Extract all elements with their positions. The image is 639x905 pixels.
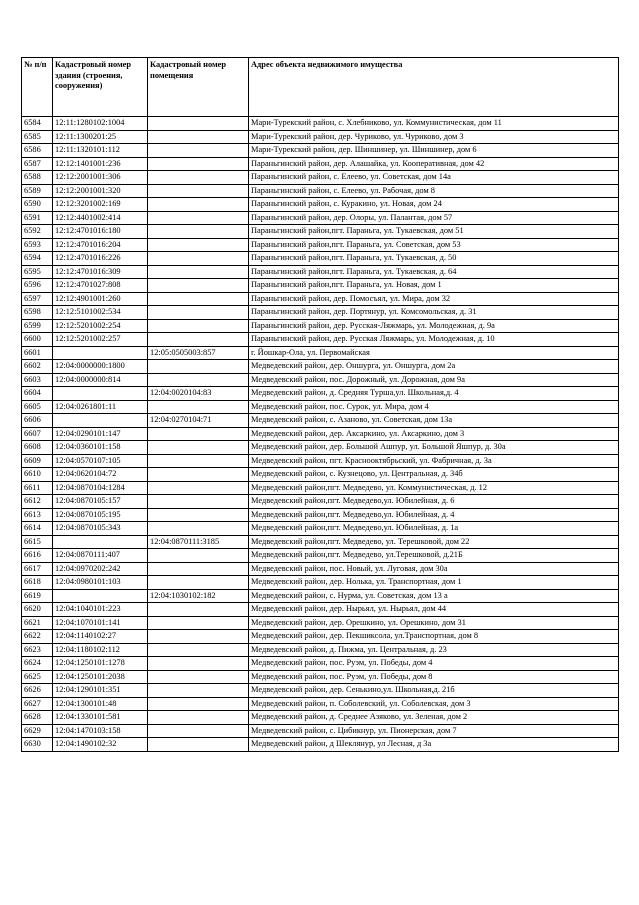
- building-cadastral-number: 12:12:1401001:236: [53, 157, 148, 171]
- row-number: 6594: [22, 252, 53, 266]
- property-address: Параньгинский район,пгт. Параньга, ул. Тукаевская, д. 50: [249, 252, 619, 266]
- building-cadastral-number: 12:04:0620104:72: [53, 468, 148, 482]
- row-number: 6599: [22, 319, 53, 333]
- room-cadastral-number: [148, 319, 249, 333]
- property-address: Параньгинский район, дер. Русская-Ляжмарь, ул. Молодежная, д. 9а: [249, 319, 619, 333]
- building-cadastral-number: 12:04:0570107:105: [53, 454, 148, 468]
- property-address: Медведевский район, дер. Пекшиксола, ул.Транспортная, дом 8: [249, 630, 619, 644]
- building-cadastral-number: 12:04:1070101:141: [53, 616, 148, 630]
- property-address: Медведевский район, пос. Дорожный, ул. Дорожная, дом 9а: [249, 373, 619, 387]
- property-address: г. Йошкар-Ола, ул. Первомайская: [249, 346, 619, 360]
- building-cadastral-number: 12:04:1040101:223: [53, 603, 148, 617]
- table-row: [22, 657, 619, 671]
- building-cadastral-number: 12:11:1300201:25: [53, 130, 148, 144]
- table-row: [22, 535, 619, 549]
- property-address: Мари-Турекский район, дер. Шиншинер, ул. Шиншинер, дом 6: [249, 144, 619, 158]
- room-cadastral-number: [148, 225, 249, 239]
- building-cadastral-number: [53, 414, 148, 428]
- room-cadastral-number: [148, 616, 249, 630]
- room-cadastral-number: [148, 333, 249, 347]
- table-row: [22, 508, 619, 522]
- building-cadastral-number: 12:04:0261801:11: [53, 400, 148, 414]
- table-row: [22, 360, 619, 374]
- row-number: 6618: [22, 576, 53, 590]
- table-row: [22, 738, 619, 752]
- table-row: [22, 495, 619, 509]
- table-row: [22, 427, 619, 441]
- property-address: Медведевский район, с. Азаново, ул. Советская, дом 13а: [249, 414, 619, 428]
- row-number: 6628: [22, 711, 53, 725]
- table-row: [22, 697, 619, 711]
- room-cadastral-number: [148, 724, 249, 738]
- building-cadastral-number: 12:04:0290101:147: [53, 427, 148, 441]
- row-number: 6596: [22, 279, 53, 293]
- property-address: Медведевский район, дер. Сенькино,ул. Школьная,д. 21б: [249, 684, 619, 698]
- header-row: [22, 58, 619, 117]
- property-address: Параньгинский район, с. Елеево, ул. Советская, дом 14а: [249, 171, 619, 185]
- room-cadastral-number: [148, 495, 249, 509]
- building-cadastral-number: 12:12:5201002:257: [53, 333, 148, 347]
- property-registry-table: [21, 57, 619, 752]
- table-row: [22, 414, 619, 428]
- property-address: Медведевский район, д. Среднее Азяково, ул. Зеленая, дом 2: [249, 711, 619, 725]
- row-number: 6585: [22, 130, 53, 144]
- building-cadastral-number: 12:04:0000000:1800: [53, 360, 148, 374]
- row-number: 6593: [22, 238, 53, 252]
- building-cadastral-number: 12:04:1330101:581: [53, 711, 148, 725]
- row-number: 6615: [22, 535, 53, 549]
- row-number: 6610: [22, 468, 53, 482]
- building-cadastral-number: 12:04:1140102:27: [53, 630, 148, 644]
- row-number: 6589: [22, 184, 53, 198]
- table-row: [22, 400, 619, 414]
- property-address: Мари-Турекский район, с. Хлебниково, ул. Коммунистическая, дом 11: [249, 117, 619, 131]
- property-address: Параньгинский район,пгт. Параньга, ул. Тукаевская, д. 64: [249, 265, 619, 279]
- property-address: Медведевский район, дер. Нолька, ул. Транспортная, дом 1: [249, 576, 619, 590]
- table-row: [22, 306, 619, 320]
- building-cadastral-number: 12:11:1280102:1004: [53, 117, 148, 131]
- building-cadastral-number: 12:04:1250101:2038: [53, 670, 148, 684]
- row-number: 6630: [22, 738, 53, 752]
- property-address: Параньгинский район, дер. Помосъял, ул. Мира, дом 32: [249, 292, 619, 306]
- table-row: [22, 265, 619, 279]
- row-number: 6629: [22, 724, 53, 738]
- building-cadastral-number: 12:12:4901001:260: [53, 292, 148, 306]
- room-cadastral-number: [148, 117, 249, 131]
- header-room-cadastral: Кадастровый номер помещения: [148, 58, 249, 117]
- table-row: [22, 630, 619, 644]
- room-cadastral-number: [148, 292, 249, 306]
- table-row: [22, 549, 619, 563]
- table-row: [22, 171, 619, 185]
- property-address: Мари-Турекский район, дер. Чуриково, ул. Чуриково, дом 3: [249, 130, 619, 144]
- table-row: [22, 576, 619, 590]
- property-address: Медведевский район, д. Средняя Турша,ул. Школьная,д. 4: [249, 387, 619, 401]
- room-cadastral-number: [148, 184, 249, 198]
- room-cadastral-number: [148, 562, 249, 576]
- building-cadastral-number: 12:12:4701016:204: [53, 238, 148, 252]
- room-cadastral-number: [148, 508, 249, 522]
- room-cadastral-number: [148, 576, 249, 590]
- building-cadastral-number: 12:12:5201002:254: [53, 319, 148, 333]
- building-cadastral-number: 12:12:4701016:226: [53, 252, 148, 266]
- property-address: Медведевский район,пгт. Медведево, ул. Терешковой, дом 22: [249, 535, 619, 549]
- row-number: 6609: [22, 454, 53, 468]
- table-row: [22, 616, 619, 630]
- room-cadastral-number: [148, 198, 249, 212]
- property-address: Медведевский район, п. Соболевский, ул. Соболевская, дом 3: [249, 697, 619, 711]
- room-cadastral-number: 12:04:1030102:182: [148, 589, 249, 603]
- table-row: [22, 387, 619, 401]
- building-cadastral-number: 12:04:1180102:112: [53, 643, 148, 657]
- row-number: 6602: [22, 360, 53, 374]
- building-cadastral-number: 12:12:2001001:306: [53, 171, 148, 185]
- row-number: 6606: [22, 414, 53, 428]
- room-cadastral-number: 12:04:0270104:71: [148, 414, 249, 428]
- property-address: Медведевский район,пгт. Медведево, ул.Терешковой, д.21Б: [249, 549, 619, 563]
- row-number: 6627: [22, 697, 53, 711]
- table-row: [22, 603, 619, 617]
- room-cadastral-number: [148, 711, 249, 725]
- row-number: 6587: [22, 157, 53, 171]
- table-row: [22, 684, 619, 698]
- property-address: Медведевский район, дер. Нырьял, ул. Нырьял, дом 44: [249, 603, 619, 617]
- row-number: 6586: [22, 144, 53, 158]
- row-number: 6616: [22, 549, 53, 563]
- room-cadastral-number: [148, 373, 249, 387]
- room-cadastral-number: [148, 252, 249, 266]
- row-number: 6624: [22, 657, 53, 671]
- building-cadastral-number: 12:04:0870111:407: [53, 549, 148, 563]
- row-number: 6598: [22, 306, 53, 320]
- building-cadastral-number: 12:04:1290101:351: [53, 684, 148, 698]
- table-body: [22, 117, 619, 752]
- property-address: Медведевский район,пгт. Медведево, ул. Коммунистическая, д. 12: [249, 481, 619, 495]
- room-cadastral-number: [148, 144, 249, 158]
- table-row: [22, 481, 619, 495]
- property-address: Параньгинский район, с. Елеево, ул. Рабочая, дом 8: [249, 184, 619, 198]
- table-row: [22, 184, 619, 198]
- room-cadastral-number: [148, 427, 249, 441]
- table-row: [22, 225, 619, 239]
- building-cadastral-number: 12:12:2001001:320: [53, 184, 148, 198]
- table-row: [22, 468, 619, 482]
- room-cadastral-number: [148, 603, 249, 617]
- room-cadastral-number: [148, 454, 249, 468]
- room-cadastral-number: [148, 360, 249, 374]
- row-number: 6592: [22, 225, 53, 239]
- building-cadastral-number: 12:12:3201002:169: [53, 198, 148, 212]
- room-cadastral-number: [148, 697, 249, 711]
- room-cadastral-number: [148, 400, 249, 414]
- room-cadastral-number: [148, 738, 249, 752]
- room-cadastral-number: [148, 670, 249, 684]
- building-cadastral-number: [53, 387, 148, 401]
- row-number: 6623: [22, 643, 53, 657]
- property-address: Параньгинский район, дер. Русская Ляжмарь, ул. Молодежная, д. 10: [249, 333, 619, 347]
- row-number: 6597: [22, 292, 53, 306]
- building-cadastral-number: 12:11:1320101:112: [53, 144, 148, 158]
- room-cadastral-number: [148, 306, 249, 320]
- table-row: [22, 589, 619, 603]
- building-cadastral-number: 12:04:1490102:32: [53, 738, 148, 752]
- building-cadastral-number: 12:12:4701016:180: [53, 225, 148, 239]
- room-cadastral-number: [148, 157, 249, 171]
- table-row: [22, 441, 619, 455]
- property-address: Параньгинский район, дер. Портянур, ул. Комсомольская, д. 31: [249, 306, 619, 320]
- room-cadastral-number: 12:04:0870111:3185: [148, 535, 249, 549]
- row-number: 6621: [22, 616, 53, 630]
- row-number: 6595: [22, 265, 53, 279]
- room-cadastral-number: [148, 684, 249, 698]
- building-cadastral-number: 12:04:0970202:242: [53, 562, 148, 576]
- row-number: 6590: [22, 198, 53, 212]
- table-row: [22, 711, 619, 725]
- table-row: [22, 319, 619, 333]
- property-address: Медведевский район, с. Кузнецово, ул. Центральная, д. 34б: [249, 468, 619, 482]
- room-cadastral-number: [148, 130, 249, 144]
- property-address: Медведевский район, пос. Руэм, ул. Победы, дом 8: [249, 670, 619, 684]
- row-number: 6608: [22, 441, 53, 455]
- table-row: [22, 346, 619, 360]
- building-cadastral-number: 12:04:0360101:158: [53, 441, 148, 455]
- room-cadastral-number: [148, 549, 249, 563]
- building-cadastral-number: 12:04:0980101:103: [53, 576, 148, 590]
- property-address: Параньгинский район, дер. Алашайка, ул. Кооперативная, дом 42: [249, 157, 619, 171]
- property-address: Медведевский район, с. Цибикнур, ул. Пионерская, дом 7: [249, 724, 619, 738]
- table-row: [22, 522, 619, 536]
- property-address: Медведевский район, дер. Большой Ашпур, ул. Большой Яшпур, д. 30а: [249, 441, 619, 455]
- room-cadastral-number: [148, 238, 249, 252]
- header-building-cadastral: Кадастровый номер здания (строения, сооружения): [53, 58, 148, 117]
- table-header: [22, 58, 619, 117]
- row-number: 6584: [22, 117, 53, 131]
- property-address: Медведевский район, пос. Сурок, ул. Мира, дом 4: [249, 400, 619, 414]
- building-cadastral-number: 12:04:1470103:158: [53, 724, 148, 738]
- table-row: [22, 211, 619, 225]
- property-address: Медведевский район, дер. Аксаркино, ул. Аксаркино, дом 3: [249, 427, 619, 441]
- room-cadastral-number: [148, 468, 249, 482]
- property-address: Медведевский район, пос. Руэм, ул. Победы, дом 4: [249, 657, 619, 671]
- table-row: [22, 724, 619, 738]
- table-row: [22, 333, 619, 347]
- property-address: Параньгинский район,пгт. Параньга, ул. Советская, дом 53: [249, 238, 619, 252]
- table-row: [22, 130, 619, 144]
- row-number: 6620: [22, 603, 53, 617]
- room-cadastral-number: [148, 441, 249, 455]
- room-cadastral-number: [148, 643, 249, 657]
- property-address: Медведевский район,пгт. Медведево,ул. Юбилейная, д. 4: [249, 508, 619, 522]
- row-number: 6605: [22, 400, 53, 414]
- row-number: 6588: [22, 171, 53, 185]
- room-cadastral-number: 12:05:0505003:857: [148, 346, 249, 360]
- table-row: [22, 643, 619, 657]
- header-address: Адрес объекта недвижимого имущества: [249, 58, 619, 117]
- room-cadastral-number: [148, 630, 249, 644]
- table-row: [22, 562, 619, 576]
- row-number: 6601: [22, 346, 53, 360]
- property-address: Параньгинский район,пгт. Параньга, ул. Новая, дом 1: [249, 279, 619, 293]
- table-row: [22, 157, 619, 171]
- row-number: 6619: [22, 589, 53, 603]
- table-row: [22, 252, 619, 266]
- building-cadastral-number: [53, 346, 148, 360]
- property-address: Медведевский район, д Шеклянур, ул Лесная, д 3а: [249, 738, 619, 752]
- row-number: 6591: [22, 211, 53, 225]
- building-cadastral-number: [53, 535, 148, 549]
- row-number: 6600: [22, 333, 53, 347]
- row-number: 6622: [22, 630, 53, 644]
- building-cadastral-number: 12:12:4701016:309: [53, 265, 148, 279]
- table-row: [22, 292, 619, 306]
- building-cadastral-number: 12:04:0870104:1284: [53, 481, 148, 495]
- row-number: 6626: [22, 684, 53, 698]
- header-number: № п/п: [22, 58, 53, 117]
- room-cadastral-number: 12:04:0020104:83: [148, 387, 249, 401]
- table-row: [22, 198, 619, 212]
- room-cadastral-number: [148, 171, 249, 185]
- property-address: Медведевский район, дер. Орешкино, ул. Орешкино, дом 31: [249, 616, 619, 630]
- room-cadastral-number: [148, 279, 249, 293]
- row-number: 6603: [22, 373, 53, 387]
- property-address: Параньгинский район,пгт. Параньга, ул. Тукаевская, дом 51: [249, 225, 619, 239]
- building-cadastral-number: 12:12:4701027:808: [53, 279, 148, 293]
- table-row: [22, 454, 619, 468]
- row-number: 6604: [22, 387, 53, 401]
- property-address: Медведевский район, с. Нурма, ул. Советская, дом 13 а: [249, 589, 619, 603]
- property-address: Параньгинский район, дер. Олоры, ул. Палантая, дом 57: [249, 211, 619, 225]
- building-cadastral-number: 12:12:4401002:414: [53, 211, 148, 225]
- row-number: 6613: [22, 508, 53, 522]
- row-number: 6617: [22, 562, 53, 576]
- building-cadastral-number: [53, 589, 148, 603]
- property-address: Медведевский район,пгт. Медведево,ул. Юбилейная, д. 6: [249, 495, 619, 509]
- building-cadastral-number: 12:04:0870105:157: [53, 495, 148, 509]
- room-cadastral-number: [148, 657, 249, 671]
- building-cadastral-number: 12:04:1250101:1278: [53, 657, 148, 671]
- table-row: [22, 373, 619, 387]
- row-number: 6607: [22, 427, 53, 441]
- room-cadastral-number: [148, 522, 249, 536]
- room-cadastral-number: [148, 481, 249, 495]
- table-row: [22, 238, 619, 252]
- building-cadastral-number: 12:04:1300101:48: [53, 697, 148, 711]
- building-cadastral-number: 12:04:0000000:814: [53, 373, 148, 387]
- property-address: Параньгинский район, с. Куракино, ул. Новая, дом 24: [249, 198, 619, 212]
- property-address: Медведевский район, дер. Оншурга, ул. Оншурга, дом 2а: [249, 360, 619, 374]
- row-number: 6614: [22, 522, 53, 536]
- table-row: [22, 117, 619, 131]
- building-cadastral-number: 12:12:5101002:534: [53, 306, 148, 320]
- property-address: Медведевский район, пгт. Краснооктябрьский, ул. Фабричная, д. 3а: [249, 454, 619, 468]
- property-address: Медведевский район, д. Пижма, ул. Центральная, д. 23: [249, 643, 619, 657]
- row-number: 6611: [22, 481, 53, 495]
- row-number: 6612: [22, 495, 53, 509]
- table-row: [22, 144, 619, 158]
- room-cadastral-number: [148, 265, 249, 279]
- row-number: 6625: [22, 670, 53, 684]
- building-cadastral-number: 12:04:0870105:343: [53, 522, 148, 536]
- table-row: [22, 279, 619, 293]
- room-cadastral-number: [148, 211, 249, 225]
- building-cadastral-number: 12:04:0870105:195: [53, 508, 148, 522]
- table-row: [22, 670, 619, 684]
- property-address: Медведевский район, пос. Новый, ул. Луговая, дом 30а: [249, 562, 619, 576]
- property-address: Медведевский район,пгт. Медведево,ул. Юбилейная, д. 1а: [249, 522, 619, 536]
